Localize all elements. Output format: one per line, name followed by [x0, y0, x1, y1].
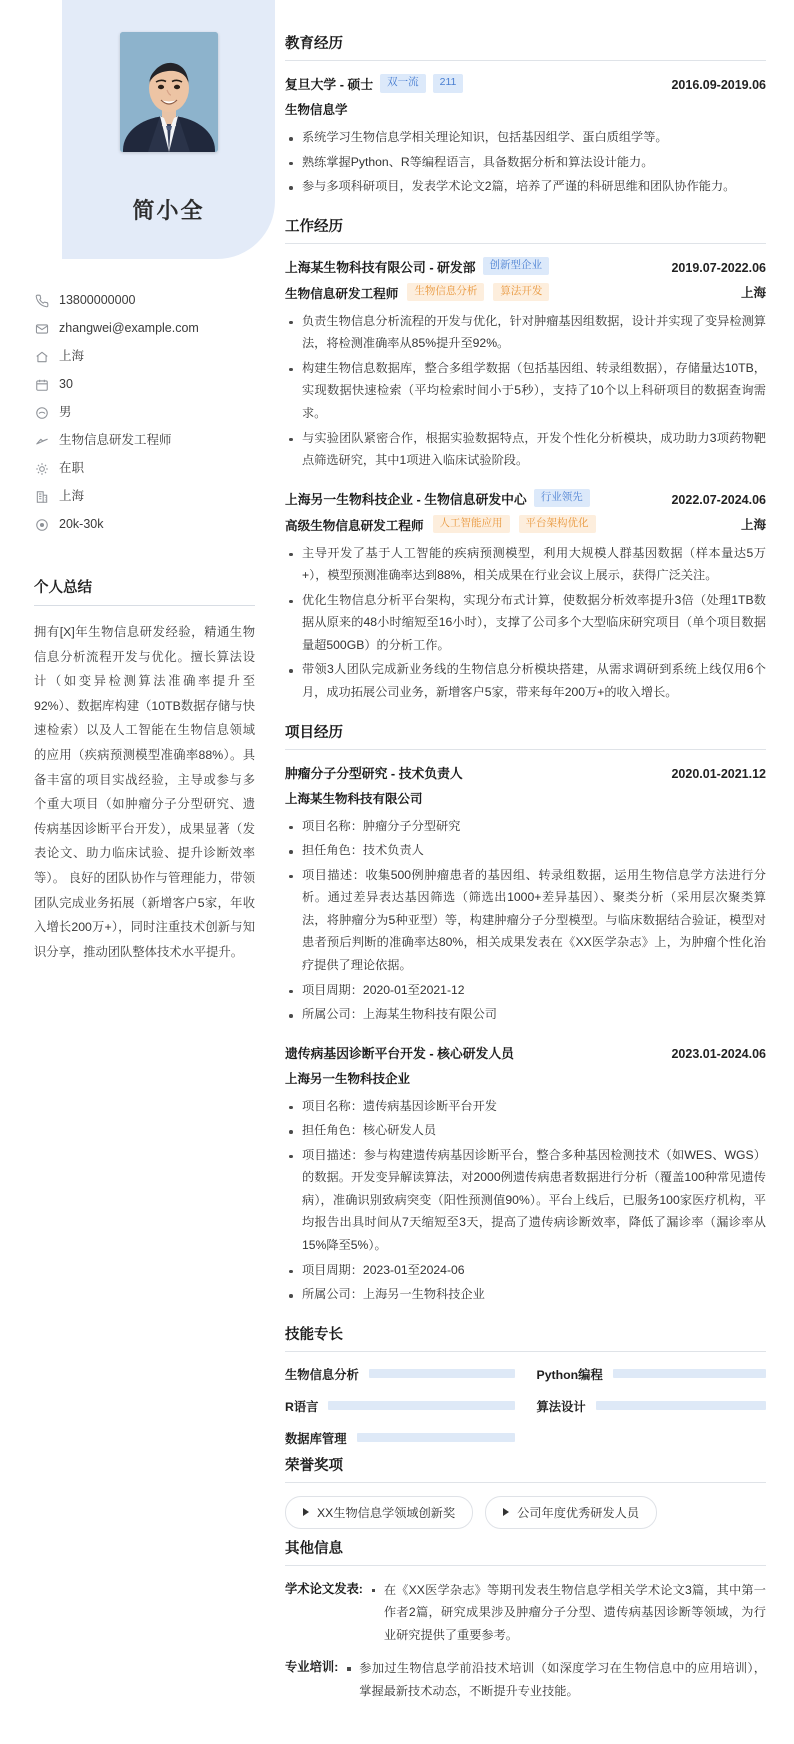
project-name-role: 肿瘤分子分型研究 - 技术负责人: [285, 765, 463, 781]
gender-icon: [34, 405, 49, 420]
education-major: 生物信息学: [285, 103, 348, 117]
bullet-item: 项目周期：2020-01至2021-12: [285, 979, 766, 1002]
building-icon: [34, 489, 49, 504]
profile-header: [62, 0, 275, 259]
contact-value: 上海: [59, 348, 85, 363]
contact-value: 上海: [59, 488, 85, 503]
profile-photo: [120, 32, 218, 152]
projects-section: [285, 721, 766, 1306]
project-bullets: [285, 815, 766, 1026]
position-tag: 算法开发: [493, 283, 549, 301]
other-body: [344, 1657, 766, 1702]
project-bullets: [285, 1095, 766, 1306]
other-text: 参加过生物信息学前沿技术培训（如深度学习在生物信息中的应用培训），掌握最新技术动态，不断提升专业技能。: [344, 1657, 766, 1702]
position-tag: 人工智能应用: [433, 515, 510, 533]
summary-title: 个人总结: [34, 576, 255, 606]
play-triangle-icon: [503, 1508, 509, 1516]
contact-value: 13800000000: [59, 292, 136, 307]
bullet-item: 参与多项科研项目，发表学术论文2篇，培养了严谨的科研思维和团队协作能力。: [285, 175, 766, 198]
award-chip[interactable]: [285, 1496, 473, 1529]
award-label: XX生物信息学领域创新奖: [317, 1505, 456, 1520]
other-body: [369, 1579, 766, 1647]
project-company: 上海某生物科技有限公司: [285, 791, 423, 806]
education-tag: 双一流: [380, 74, 426, 92]
contact-item-salary: [34, 517, 257, 532]
summary-text: 拥有[X]年生物信息研发经验，精通生物信息分析流程开发与优化。擅长算法设计（如变异检测算法准确率提升至92%）、数据库构建（10TB数据存储与快速检索）以及人工智能在生物信息领域的应用（疾病预测模型准确率88%）。具备丰富的项目实战经验，主导或参与多个重大项目（如肿瘤分子分型研究、遗传病基因诊断平台开发），成果显著（发表论文、助力临床试验、提升诊断效率等）。 良好的团队协作与管理能力，带领团队完成业务拓展（新增客户5家，年收入增长200万+），同时注重技术创新与知识分享，推动团队整体技术水平提升。: [34, 625, 255, 959]
skill-name: 生物信息分析: [285, 1367, 359, 1382]
award-label: 公司年度优秀研发人员: [517, 1505, 640, 1520]
position-name: 高级生物信息研发工程师: [285, 518, 424, 533]
contact-item-work-city: [34, 489, 257, 504]
position-tag: 平台架构优化: [519, 515, 596, 533]
contact-value: 20k-30k: [59, 516, 104, 531]
education-section: [285, 32, 766, 198]
bullet-item: 所属公司：上海某生物科技有限公司: [285, 1003, 766, 1026]
company-name: 上海另一生物科技企业 - 生物信息研发中心: [285, 491, 527, 507]
skill-name: R语言: [285, 1399, 319, 1414]
project-entry: [285, 763, 766, 1026]
position-tag: 生物信息分析: [407, 283, 484, 301]
skills-section: [285, 1323, 766, 1447]
project-date: 2020.01-2021.12: [671, 766, 766, 781]
work-bullets: [285, 542, 766, 704]
award-chip[interactable]: [485, 1496, 657, 1529]
summary-section: [34, 576, 255, 964]
skill-row: [537, 1365, 767, 1383]
contact-item-job-title: [34, 433, 257, 448]
education-entry: [285, 74, 766, 198]
other-title: 其他信息: [285, 1537, 766, 1566]
skill-row: [537, 1397, 767, 1415]
skill-row: [285, 1397, 515, 1415]
contact-value: 生物信息研发工程师: [59, 432, 172, 447]
contact-value: 男: [59, 404, 72, 419]
skill-level-bar: [613, 1369, 766, 1378]
bullet-item: 熟练掌握Python、R等编程语言，具备数据分析和算法设计能力。: [285, 151, 766, 174]
bullet-item: 担任角色：技术负责人: [285, 839, 766, 862]
education-bullets: [285, 126, 766, 198]
bullet-item: 项目名称：遗传病基因诊断平台开发: [285, 1095, 766, 1118]
school-degree: 复旦大学 - 硕士: [285, 77, 374, 92]
awards-section: [285, 1454, 766, 1529]
main-content: [275, 0, 794, 1744]
education-title: 教育经历: [285, 32, 766, 61]
bullet-item: 负责生物信息分析流程的开发与优化，针对肿瘤基因组数据，设计并实现了变异检测算法，将检测准确率从85%提升至92%。: [285, 310, 766, 355]
skills-title: 技能专长: [285, 1323, 766, 1352]
skill-level-bar: [357, 1433, 515, 1442]
skill-name: 算法设计: [536, 1399, 586, 1414]
work-entry: [285, 257, 766, 472]
person-name: 简小全: [132, 198, 205, 223]
other-label: 专业培训:: [285, 1660, 339, 1675]
contact-item-email: [34, 321, 257, 336]
bullet-item: 主导开发了基于人工智能的疾病预测模型，利用大规模人群基因数据（样本量达5万+），模型预测准确率达到88%，相关成果在行业会议上展示，获得广泛关注。: [285, 542, 766, 587]
work-entry: [285, 489, 766, 704]
work-location: 上海: [740, 286, 766, 301]
home-icon: [34, 349, 49, 364]
bullet-item: 项目描述：参与构建遗传病基因诊断平台，整合多种基因检测技术（如WES、WGS）的数据。开发变异解读算法，对2000例遗传病患者数据进行分析（覆盖100种常见遗传病），准确识别致病突变（阳性预测值90%）。平台上线后，已服务100家医疗机构，平均报告出具时间从7天缩短至3天，提高了遗传病诊断效率，降低了漏诊率（漏诊率从15%降至5%）。: [285, 1144, 766, 1257]
salary-icon: [34, 517, 49, 532]
bullet-item: 带领3人团队完成新业务线的生物信息分析模块搭建，从需求调研到系统上线仅用6个月，成功拓展公司业务，新增客户5家，带来每年200万+的收入增长。: [285, 658, 766, 703]
company-name: 上海某生物科技有限公司 - 研发部: [285, 259, 476, 275]
project-company: 上海另一生物科技企业: [285, 1071, 411, 1086]
play-triangle-icon: [303, 1508, 309, 1516]
skill-level-bar: [328, 1401, 514, 1410]
project-date: 2023.01-2024.06: [671, 1046, 766, 1061]
projects-title: 项目经历: [285, 721, 766, 750]
education-date: 2016.09-2019.06: [671, 78, 766, 92]
contact-list: [0, 293, 275, 532]
skill-level-bar: [369, 1369, 515, 1378]
company-tag: 行业领先: [534, 489, 590, 507]
briefcase-icon: [34, 433, 49, 448]
status-icon: [34, 461, 49, 476]
contact-item-phone: [34, 293, 257, 308]
bullet-item: 构建生物信息数据库，整合多组学数据（包括基因组、转录组数据），存储量达10TB，实现数据快速检索（平均检索时间小于5秒），支持了10个以上科研项目的数据查询需求。: [285, 357, 766, 425]
contact-item-status: [34, 461, 257, 476]
skill-row: [285, 1365, 515, 1383]
bullet-item: 与实验团队紧密合作，根据实验数据特点，开发个性化分析模块，成功助力3项药物靶点筛选研究，其中1项进入临床试验阶段。: [285, 427, 766, 472]
awards-title: 荣誉奖项: [285, 1454, 766, 1483]
project-entry: [285, 1043, 766, 1306]
other-text: 在《XX医学杂志》等期刊发表生物信息学相关学术论文3篇，其中第一作者2篇，研究成果涉及肿瘤分子分型、遗传病基因诊断等领域，为行业研究提供了重要参考。: [369, 1579, 766, 1647]
contact-item-gender: [34, 405, 257, 420]
bullet-item: 系统学习生物信息学相关理论知识，包括基因组学、蛋白质组学等。: [285, 126, 766, 149]
bullet-item: 项目周期：2023-01至2024-06: [285, 1259, 766, 1282]
contact-value: 在职: [59, 460, 85, 475]
skill-name: Python编程: [536, 1367, 603, 1382]
skill-name: 数据库管理: [285, 1431, 347, 1446]
education-tag: 211: [433, 74, 464, 92]
work-location: 上海: [740, 518, 766, 533]
contact-item-city: [34, 349, 257, 364]
position-name: 生物信息研发工程师: [285, 286, 399, 301]
work-bullets: [285, 310, 766, 472]
contact-value: zhangwei@example.com: [59, 320, 199, 335]
contact-value: 30: [59, 376, 73, 391]
calendar-icon: [34, 377, 49, 392]
work-date: 2019.07-2022.06: [671, 260, 766, 275]
bullet-item: 担任角色：核心研发人员: [285, 1119, 766, 1142]
skill-row: [285, 1429, 515, 1447]
project-name-role: 遗传病基因诊断平台开发 - 核心研发人员: [285, 1045, 514, 1061]
other-row: [285, 1579, 766, 1647]
company-tag: 创新型企业: [483, 257, 550, 275]
other-section: [285, 1537, 766, 1703]
sidebar: [0, 0, 275, 1744]
bullet-item: 项目名称：肿瘤分子分型研究: [285, 815, 766, 838]
phone-icon: [34, 293, 49, 308]
other-label: 学术论文发表:: [285, 1581, 363, 1596]
other-row: [285, 1657, 766, 1702]
work-title: 工作经历: [285, 215, 766, 244]
work-section: [285, 215, 766, 704]
work-date: 2022.07-2024.06: [671, 492, 766, 507]
bullet-item: 所属公司：上海另一生物科技企业: [285, 1283, 766, 1306]
bullet-item: 项目描述：收集500例肿瘤患者的基因组、转录组数据，运用生物信息学方法进行分析。通过差异表达基因筛选（筛选出1000+差异基因）、聚类分析（采用层次聚类算法，将肿瘤分为5种亚型）等，构建肿瘤分子分型模型。与临床数据结合验证，模型对患者预后判断的准确率达80%，相关成果发表在《XX医学杂志》上，为肿瘤个性化治疗提供了理论依据。: [285, 864, 766, 977]
awards-list: [285, 1496, 766, 1529]
skills-grid: [285, 1365, 766, 1447]
skill-level-bar: [596, 1401, 766, 1410]
mail-icon: [34, 321, 49, 336]
contact-item-age: [34, 377, 257, 392]
bullet-item: 优化生物信息分析平台架构，实现分布式计算，使数据分析效率提升3倍（处理1TB数据从原来的48小时缩短至16小时），支撑了公司多个大型临床研究项目（单个项目数据量超500GB）的分析工作。: [285, 589, 766, 657]
